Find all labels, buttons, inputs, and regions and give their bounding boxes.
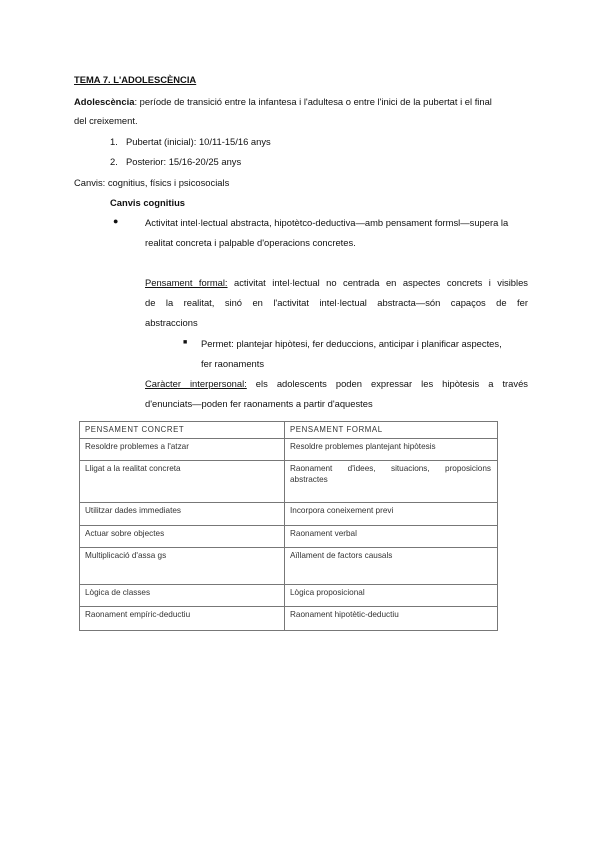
stage-text: Pubertat (inicial): 10/11-15/16 anys (126, 136, 271, 147)
cell-concret: Actuar sobre objectes (80, 526, 285, 548)
formal-line-2: de la realitat, sinó en l'activitat intel·lectual abstracta—són capaços de fer (145, 297, 528, 308)
comparison-table (79, 421, 498, 631)
definition-text: : període de transició entre la infantesa i l'adultesa o entre l'inici de la pubertat i el final (134, 96, 492, 107)
stage-text: Posterior: 15/16-20/25 anys (126, 156, 242, 167)
definition-line-2: del creixement. (74, 115, 138, 126)
table-row (80, 526, 498, 548)
cell-formal: Resoldre problemes plantejant hipòtesis (285, 439, 498, 461)
interpersonal-term: Caràcter interpersonal: (145, 378, 247, 389)
cognitive-heading: Canvis cognitius (110, 197, 186, 208)
table-row (80, 607, 498, 631)
table-header-row (80, 422, 498, 439)
cell-formal (285, 461, 498, 503)
cell-concret: Raonament empíric-deductiu (80, 607, 285, 631)
cell-concret: Resoldre problemes a l'atzar (80, 439, 285, 461)
document-title: TEMA 7. L'ADOLESCÈNCIA (74, 74, 197, 85)
formal-line-3: abstraccions (145, 317, 198, 328)
interpersonal-text: els adolescents poden expressar les hipòtesis a través (246, 378, 528, 389)
permet-line-2: fer raonaments (201, 358, 265, 369)
cell-formal: Raonament hipotètic-deductiu (285, 607, 498, 631)
formal-line-1 (145, 276, 528, 289)
definition-term: Adolescència (74, 96, 135, 107)
header-concret: PENSAMENT CONCRET (80, 422, 285, 439)
permet-line-1: Permet: plantejar hipòtesi, fer deduccions, anticipar i planificar aspectes, (201, 338, 502, 349)
cell-formal: Incorpora coneixement previ (285, 503, 498, 526)
table-row (80, 461, 498, 503)
cell-formal: Raonament verbal (285, 526, 498, 548)
cell-concret: Utilitzar dades immediates (80, 503, 285, 526)
table-row (80, 548, 498, 585)
definition-line-1 (74, 95, 492, 108)
changes-line: Canvis: cognitius, físics i psicosocials (74, 177, 230, 188)
stage-item-2 (110, 155, 241, 168)
stage-number: 2. (110, 156, 118, 167)
bullet-1-line-1: Activitat intel·lectual abstracta, hipotètco-deductiva—amb pensament formsl—supera la (145, 217, 509, 228)
interpersonal-line-1 (145, 377, 528, 390)
formal-term: Pensament formal: (145, 277, 228, 288)
stage-number: 1. (110, 136, 118, 147)
cell-concret: Lligat a la realitat concreta (80, 461, 285, 503)
table-row (80, 585, 498, 607)
header-formal: PENSAMENT FORMAL (285, 422, 498, 439)
bullet-1-line-2: realitat concreta i palpable d'operacions concretes. (145, 237, 356, 248)
interpersonal-line-2: d'enunciats—poden fer raonaments a partir d'aquestes (145, 398, 373, 409)
formal-text: activitat intel·lectual no centrada en aspectes concrets i visibles (227, 277, 528, 288)
cell-formal: Aïllament de factors causals (285, 548, 498, 585)
stage-item-1 (110, 135, 271, 148)
table-row (80, 503, 498, 526)
cell-concret: Multiplicació d'assa gs (80, 548, 285, 585)
cell-concret: Lògica de classes (80, 585, 285, 607)
square-bullet-icon: ■ (183, 339, 188, 346)
cell-formal: Lògica proposicional (285, 585, 498, 607)
table-row (80, 439, 498, 461)
cell-formal-text: Raonament d'idees, situacions, proposicions abstractes (290, 464, 491, 484)
bullet-dot-icon: ● (113, 216, 119, 226)
